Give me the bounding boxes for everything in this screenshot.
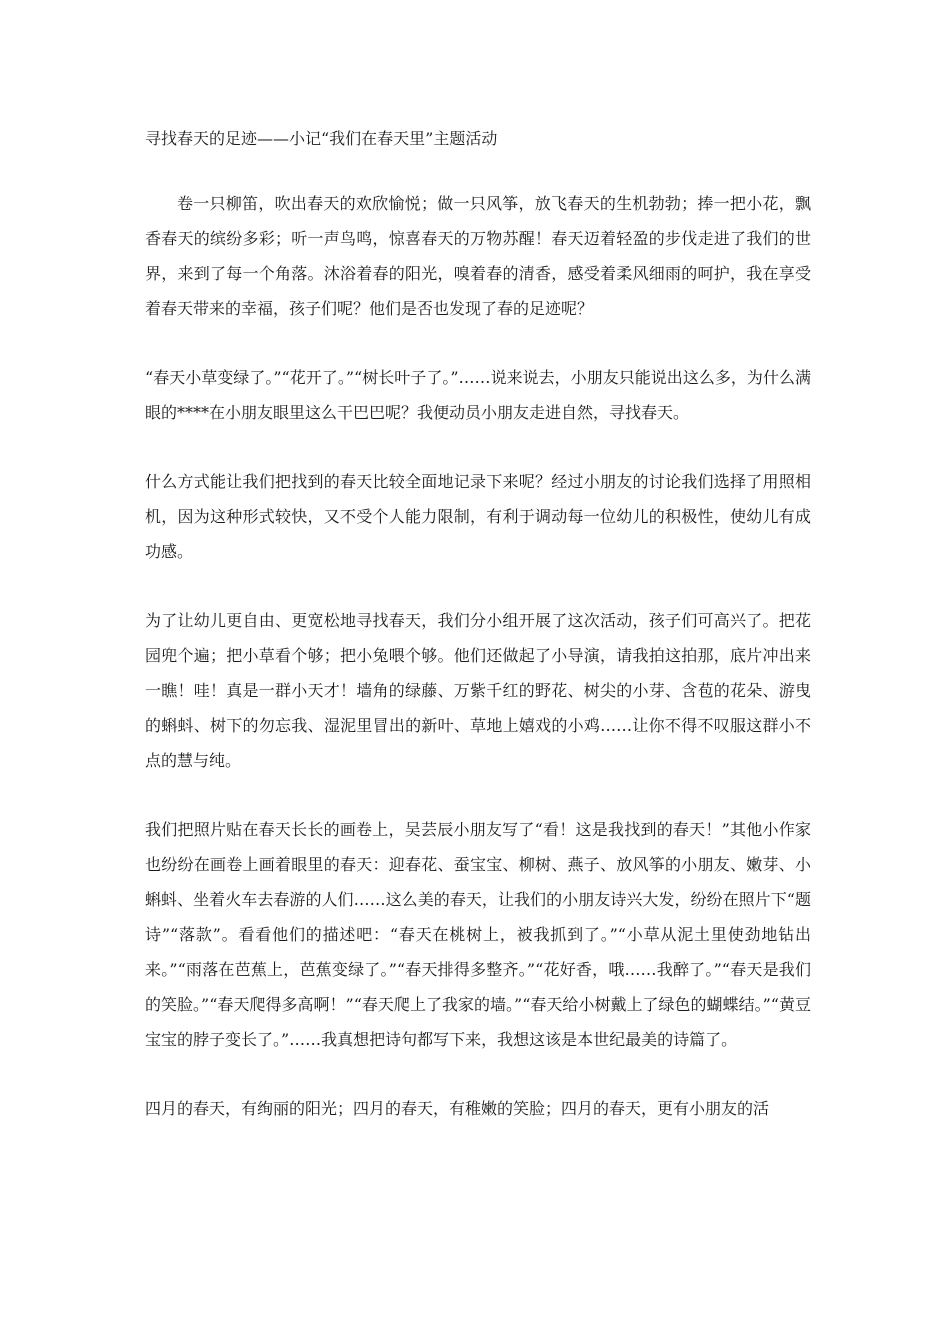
paragraph-children-quotes: “春天小草变绿了。”“花开了。”“树长叶子了。”……说来说去，小朋友只能说出这么多，为什么满眼的****在小朋友眼里这么干巴巴呢？我便动员小朋友走进自然，寻找春天。 <box>145 368 811 422</box>
document-title: 寻找春天的足迹——小记“我们在春天里”主题活动 <box>145 129 498 148</box>
document-body <box>145 127 811 1126</box>
paragraph-picture-scroll: 我们把照片贴在春天长长的画卷上，吴芸辰小朋友写了“看！这是我找到的春天！”其他小作家也纷纷在画卷上画着眼里的春天：迎春花、蚕宝宝、柳树、燕子、放风筝的小朋友、嫩芽、小蝌蚪、坐着火车去春游的人们……这么美的春天，让我们的小朋友诗兴大发，纷纷在照片下“题诗”“落款”。看看他们的描述吧：“春天在桃树上，被我抓到了。”“小草从泥土里使劲地钻出来。”“雨落在芭蕉上，芭蕉变绿了。”“春天排得多整齐。”“花好香，哦……我醉了。”“春天是我们的笑脸。”“春天爬得多高啊！”“春天爬上了我家的墙。”“春天给小树戴上了绿色的蝴蝶结。”“黄豆宝宝的脖子变长了。”……我真想把诗句都写下来，我想这该是本世纪最美的诗篇了。 <box>145 820 811 1049</box>
paragraph-camera-method: 什么方式能让我们把找到的春天比较全面地记录下来呢？经过小朋友的讨论我们选择了用照相机，因为这种形式较快，又不受个人能力限制，有利于调动每一位幼儿的积极性，使幼儿有成功感。 <box>145 472 811 561</box>
paragraph-intro: 卷一只柳笛，吹出春天的欢欣愉悦；做一只风筝，放飞春天的生机勃勃；捧一把小花，飘香春天的缤纷多彩；听一声鸟鸣，惊喜春天的万物苏醒！春天迈着轻盈的步伐走进了我们的世界，来到了每一个角落。沐浴着春的阳光，嗅着春的清香，感受着柔风细雨的呵护，我在享受着春天带来的幸福，孩子们呢？他们是否也发现了春的足迹呢？ <box>145 194 811 318</box>
paragraph-april-spring: 四月的春天，有绚丽的阳光；四月的春天，有稚嫩的笑脸；四月的春天，更有小朋友的活 <box>145 1099 770 1118</box>
paragraph-group-activity: 为了让幼儿更自由、更宽松地寻找春天，我们分小组开展了这次活动，孩子们可高兴了。把花园兜个遍；把小草看个够；把小兔喂个够。他们还做起了小导演，请我拍这拍那，底片冲出来一瞧！哇！真是一群小天才！墙角的绿藤、万紫千红的野花、树尖的小芽、含苞的花朵、游曳的蝌蚪、树下的勿忘我、湿泥里冒出的新叶、草地上嬉戏的小鸡……让你不得不叹服这群小不点的慧与纯。 <box>145 611 811 770</box>
